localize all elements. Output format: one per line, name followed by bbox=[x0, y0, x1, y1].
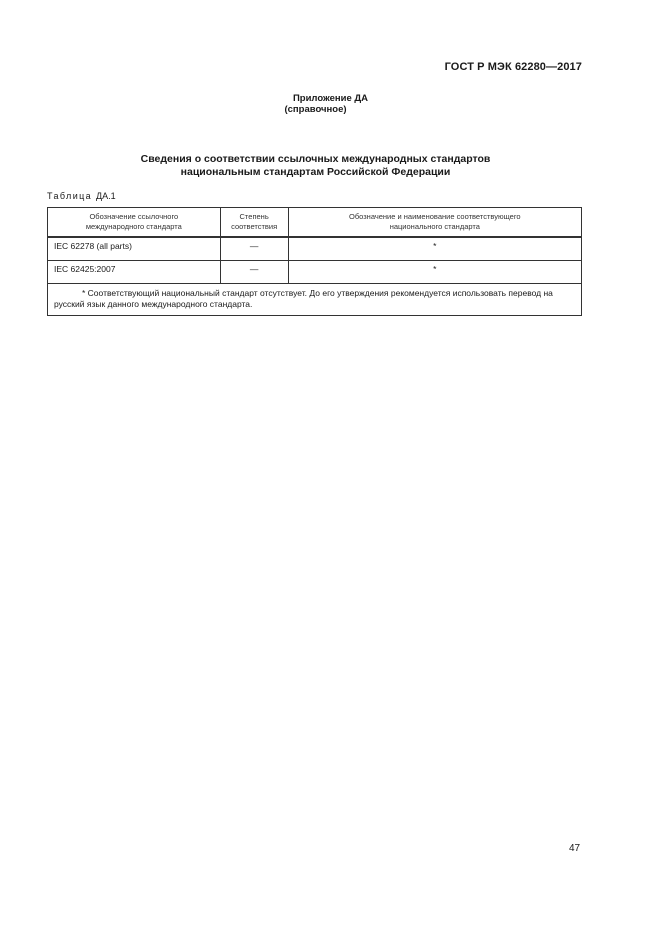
column-header-line: Обозначение и наименование соответствующего bbox=[349, 212, 521, 221]
column-header-line: международного стандарта bbox=[85, 222, 182, 231]
cell-national: * bbox=[288, 237, 581, 261]
column-header-line: Обозначение ссылочного bbox=[89, 212, 179, 221]
cell-standard: IEC 62278 (all parts) bbox=[48, 237, 221, 261]
table-caption bbox=[47, 191, 116, 201]
column-header-degree bbox=[220, 208, 288, 238]
table-footnote bbox=[48, 284, 582, 316]
main-heading-line2: национальным стандартам Российской Федерации bbox=[180, 166, 451, 178]
table-caption-number: ДА.1 bbox=[96, 191, 116, 201]
main-heading-line1: Сведения о соответствии ссылочных международных стандартов bbox=[140, 153, 491, 165]
main-heading bbox=[0, 153, 631, 179]
column-header-national-standard bbox=[288, 208, 581, 238]
table-row bbox=[48, 237, 582, 261]
cell-degree: — bbox=[220, 237, 288, 261]
cell-degree: — bbox=[220, 261, 288, 284]
cell-national: * bbox=[288, 261, 581, 284]
column-header-line: Степень bbox=[239, 212, 269, 221]
table-header-row bbox=[48, 208, 582, 238]
column-header-line: соответствия bbox=[231, 222, 278, 231]
table-caption-word: Таблица bbox=[47, 191, 93, 201]
reference-table bbox=[47, 207, 582, 316]
table-footnote-row bbox=[48, 284, 582, 316]
annex-subtitle: (справочное) bbox=[284, 104, 347, 115]
column-header-line: национального стандарта bbox=[389, 222, 480, 231]
column-header-international-standard bbox=[48, 208, 221, 238]
page-number: 47 bbox=[569, 843, 581, 854]
cell-standard: IEC 62425:2007 bbox=[48, 261, 221, 284]
document-code: ГОСТ Р МЭК 62280—2017 bbox=[444, 61, 582, 73]
annex-title: Приложение ДА bbox=[292, 93, 369, 104]
table-footnote-text: * Соответствующий национальный стандарт отсутствует. До его утверждения рекомендуется использовать перевод на русский язык данного международного стандарта. bbox=[54, 288, 553, 309]
table-row bbox=[48, 261, 582, 284]
